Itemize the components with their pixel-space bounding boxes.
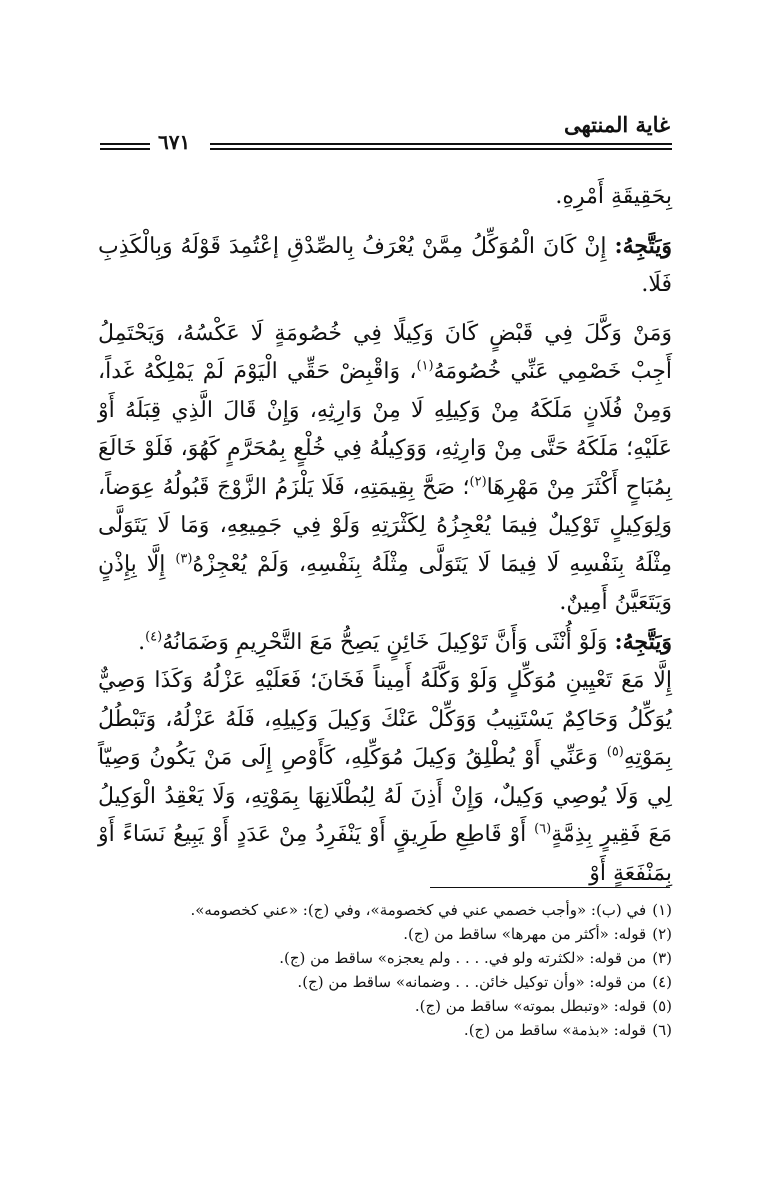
- footnote-text: من قوله: «وأن توكيل خائن. . . وضمانه» ساقط من (ج).: [297, 973, 647, 991]
- footnote-number: (٦): [652, 1021, 672, 1039]
- footnote-6: [140, 1018, 672, 1042]
- footnote-text: قوله: «أكثر من مهرها» ساقط من (ج).: [403, 925, 647, 943]
- paragraph-3-end: .: [138, 629, 146, 655]
- footnote-number: (٤): [652, 973, 672, 991]
- yattajih-term-2: وَيَتَّجِهُ:: [614, 628, 672, 655]
- footnote-number: (١): [652, 901, 672, 919]
- footnote-text: قوله: «وتبطل بموته» ساقط من (ج).: [414, 997, 647, 1015]
- footnote-text: من قوله: «لكثرته ولو في. . . . ولم يعجزه» ساقط من (ج).: [279, 949, 647, 967]
- paragraph-1-text: إِنْ كَانَ الْمُوَكِّلُ مِمَّنْ يُعْرَفُ بِالصِّدْقِ إعْتُمِدَ قَوْلَهُ وَبِالْكَذِبِ فَلَا.: [98, 233, 672, 297]
- footnote-text: قوله: «بذمة» ساقط من (ج).: [463, 1021, 647, 1039]
- yattajih-term-1: وَيَتَّجِهُ:: [614, 232, 673, 259]
- footnote-text: في (ب): «وأجب خصمي عني في كخصومة»، وفي (ج): «عني كخصومه».: [190, 901, 647, 919]
- main-text: [98, 178, 672, 893]
- footnote-2: [140, 922, 672, 946]
- footnote-3: [140, 946, 672, 970]
- footnote-ref-4[interactable]: (٤): [145, 629, 163, 645]
- continuation-text: بِحَقِيقَةِ أَمْرِهِ.: [555, 184, 672, 209]
- footnote-separator: [430, 887, 670, 888]
- footnote-ref-3[interactable]: (٣): [175, 551, 193, 567]
- book-title: غاية المنتهى: [563, 112, 670, 137]
- footnote-ref-1[interactable]: (١): [416, 358, 434, 374]
- paragraph-2-part-b: ، وَاقْبِضْ حَقِّي الْيَوْمَ لَمْ يَمْلِكْهُ غَداً، وَمِنْ فُلَانٍ مَلَكَهُ مِنْ وَكِيلِهِ لَا مِنْ وَارِثِهِ، وَإِنْ قَالَ الَّذِي قِبَلَهُ أَوْ عَلَيْهِ؛ مَلَكَهُ حَتَّى مِنْ وَارِثِهِ، وَوَكِيلُهُ فِي خُلْعٍ بِمُحَرَّمٍ كَهُوَ، فَلَوْ خَالَعَ بِمُبَاحٍ أَكْثَرَ مِنْ مَهْرِهَا: [98, 359, 672, 500]
- footnote-number: (٢): [652, 925, 672, 943]
- paragraph-2-part-d: إِلَّا بِإِذْنٍ وَيَتَعَيَّنُ أَمِينٌ.: [98, 551, 672, 615]
- footnote-ref-5[interactable]: (٥): [606, 744, 624, 760]
- paragraph-4-part-b: وَعَنِّي أَوْ يُطْلِقُ وَكِيلَ مُوَكِّلِهِ، كَأَوْصِ إِلَى مَنْ يَكُونُ وَصِيّاً لِي وَلَا يُوصِي وَكِيلٌ، وَإِنْ أَذِنَ لَهُ لِبُطْلَانِهَا بِمَوْتِهِ، وَلَا يَعْقِدُ الْوَكِيلُ مَعَ فَقِيرٍ بِذِمَّةٍ: [98, 745, 672, 847]
- paragraph-2: [98, 315, 672, 623]
- footnotes: [140, 898, 672, 1042]
- paragraph-2-part-c: ؛ صَحَّ بِقِيمَتِهِ، فَلَا يَلْزَمُ الزَّوْجَ قَبُولُهُ عِوَضاً، وَلِوَكِيلٍ تَوْكِيلٌ فِيمَا يُعْجِزُهُ لِكَثْرَتِهِ وَلَوْ فِي جَمِيعِهِ، وَمَا لَا يَتَوَلَّى مِثْلَهُ بِنَفْسِهِ لَا فِيمَا لَا يَتَوَلَّى مِثْلَهُ بِنَفْسِهِ، وَلَمْ يُعْجِزْهُ: [98, 474, 672, 577]
- header-rule-right: [210, 143, 672, 150]
- continuation-line: [98, 178, 672, 217]
- paragraph-2-part-a: وَمَنْ وَكَّلَ فِي قَبْضٍ كَانَ وَكِيلًا فِي خُصُومَةٍ لَا عَكْسُهُ، وَيَحْتَمِلُ أَجِبْ خَصْمِي عَنِّي خُصُومَهُ: [98, 320, 672, 384]
- paragraph-3: [98, 623, 672, 663]
- paragraph-3-text: وَلَوْ أُنْثَى وَأَنَّ تَوْكِيلَ خَائِنٍ يَصِحُّ مَعَ التَّحْرِيمِ وَضَمَانُهُ: [162, 629, 608, 655]
- footnote-4: [140, 970, 672, 994]
- footnote-number: (٥): [652, 997, 672, 1015]
- footnote-1: [140, 898, 672, 922]
- footnote-ref-2[interactable]: (٢): [469, 474, 487, 490]
- footnote-5: [140, 994, 672, 1018]
- paragraph-1: [98, 227, 672, 305]
- paragraph-4-part-c: أَوْ قَاطِعِ طَرِيقٍ أَوْ يَنْفَرِدُ مِنْ عَدَدٍ أَوْ يَبِيعُ نَسَاءً أَوْ بِمَنْفَعَةٍ أَوْ: [98, 822, 672, 886]
- paragraph-4: [98, 662, 672, 893]
- footnote-number: (٣): [652, 949, 672, 967]
- page-number: ٦٧١: [158, 130, 191, 154]
- footnote-ref-6[interactable]: (٦): [534, 821, 552, 837]
- paragraph-4-part-a: إِلَّا مَعَ تَعْيِينِ مُوَكِّلٍ وَلَوْ وَكَّلَهُ أَمِيناً فَخَانَ؛ فَعَلَيْهِ عَزْلُهُ وَكَذَا وَصِيٌّ يُوَكِّلُ وَحَاكِمٌ يَسْتَنِيبُ وَوَكِّلْ عَنْكَ وَكِيلَ وَكِيلِهِ، فَلَهُ عَزْلُهُ، وَتَبْطُلُ بِمَوْتِهِ: [98, 668, 672, 770]
- running-header: [100, 112, 670, 160]
- header-rule-left: [100, 143, 150, 150]
